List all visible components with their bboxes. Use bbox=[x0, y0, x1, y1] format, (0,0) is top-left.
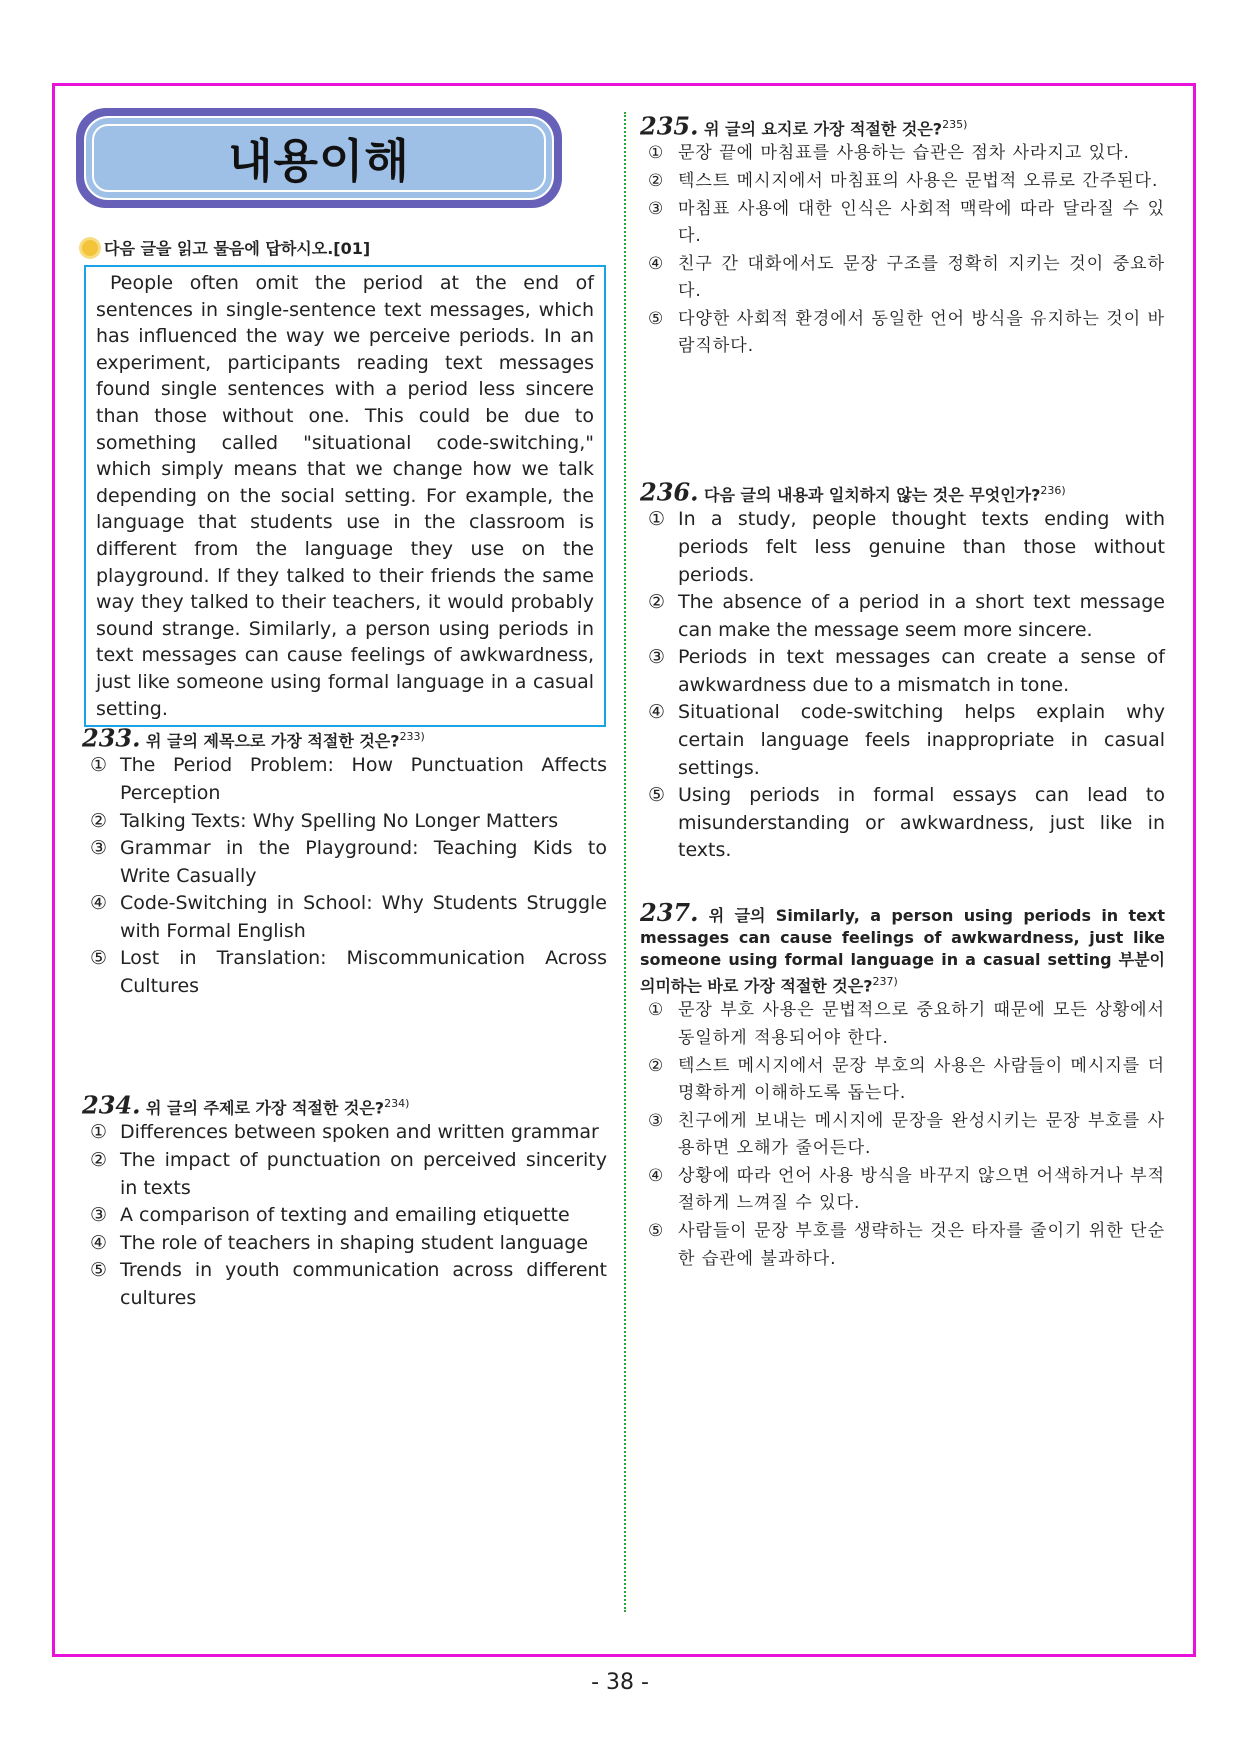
option-text: The impact of punctuation on perceived sincerity in texts bbox=[120, 1148, 607, 1199]
answer-option[interactable] bbox=[82, 1202, 607, 1230]
answer-option[interactable] bbox=[640, 140, 1165, 168]
option-text: 사람들이 문장 부호를 생략하는 것은 타자를 줄이기 위한 단순한 습관에 불과하다. bbox=[678, 1221, 1165, 1269]
option-number: ② bbox=[90, 1148, 108, 1171]
question-number: 235. bbox=[640, 111, 699, 141]
answer-option[interactable] bbox=[640, 997, 1165, 1052]
option-text: Code-Switching in School: Why Students Struggle with Formal English bbox=[120, 892, 607, 942]
page-number: - 38 - bbox=[591, 1670, 649, 1695]
question-ref: 235) bbox=[942, 118, 968, 131]
option-text: 다양한 사회적 환경에서 동일한 언어 방식을 유지하는 것이 바람직하다. bbox=[678, 308, 1165, 357]
reading-passage bbox=[84, 265, 606, 727]
section-title: 내용이해 bbox=[92, 124, 546, 192]
option-text: The Period Problem: How Punctuation Affects Perception bbox=[120, 754, 607, 804]
answer-option[interactable] bbox=[82, 945, 607, 1000]
option-number: ② bbox=[90, 809, 108, 832]
question-prompt: 위 글의 제목으로 가장 적절한 것은? bbox=[146, 731, 400, 751]
option-text: Lost in Translation: Miscommunication Across Cultures bbox=[120, 947, 607, 998]
option-number: ③ bbox=[90, 837, 108, 860]
option-text: The absence of a period in a short text message can make the message seem more sincere. bbox=[678, 591, 1165, 641]
option-number: ④ bbox=[90, 1231, 108, 1254]
answer-option[interactable] bbox=[640, 506, 1165, 589]
answer-option[interactable] bbox=[640, 168, 1165, 196]
option-text: 문장 끝에 마침표를 사용하는 습관은 점차 사라지고 있다. bbox=[678, 143, 1130, 164]
question-ref: 237) bbox=[872, 975, 898, 988]
option-number: ① bbox=[90, 754, 108, 777]
answer-option[interactable] bbox=[640, 644, 1165, 699]
question-header bbox=[640, 898, 1165, 997]
question-234 bbox=[82, 1090, 607, 1312]
answer-option[interactable] bbox=[82, 752, 607, 807]
question-prompt: 위 글의 Similarly, a person using periods in text messages can cause feelings of awkwardness, just like someone using formal language in a casual setting 부분이 의미하는 바로 가장 적절한 것은? bbox=[640, 906, 1165, 996]
question-header bbox=[82, 1090, 607, 1120]
answer-option[interactable] bbox=[640, 699, 1165, 782]
option-text: 문장 부호 사용은 문법적으로 중요하기 때문에 모든 상황에서 동일하게 적용되어야 한다. bbox=[678, 1000, 1165, 1048]
option-number: ② bbox=[648, 591, 666, 614]
question-header bbox=[640, 477, 1165, 507]
question-ref: 233) bbox=[399, 730, 425, 743]
option-number: ⑤ bbox=[648, 308, 665, 329]
option-number: ③ bbox=[648, 646, 666, 669]
option-text: 텍스트 메시지에서 마침표의 사용은 문법적 오류로 간주된다. bbox=[678, 170, 1159, 191]
option-text: Using periods in formal essays can lead to misunderstanding or awkwardness, just like in texts. bbox=[678, 784, 1165, 862]
option-number: ① bbox=[648, 143, 665, 164]
instruction-text: 다음 글을 읽고 물음에 답하시오.[01] bbox=[104, 239, 371, 258]
option-number: ② bbox=[648, 170, 665, 191]
question-header bbox=[82, 723, 607, 753]
answer-option[interactable] bbox=[82, 1147, 607, 1202]
question-prompt: 위 글의 주제로 가장 적절한 것은? bbox=[146, 1098, 385, 1118]
answer-option[interactable] bbox=[640, 589, 1165, 644]
option-number: ④ bbox=[90, 892, 108, 915]
question-236 bbox=[640, 477, 1165, 865]
option-number: ① bbox=[648, 508, 666, 531]
option-number: ① bbox=[648, 1000, 665, 1021]
option-number: ① bbox=[90, 1121, 108, 1144]
option-text: In a study, people thought texts ending with periods felt less genuine than those without periods. bbox=[678, 508, 1165, 586]
option-number: ④ bbox=[648, 253, 665, 274]
question-233 bbox=[82, 723, 607, 1001]
answer-option[interactable] bbox=[640, 1053, 1165, 1108]
column-divider bbox=[624, 112, 626, 1612]
answer-option[interactable] bbox=[640, 1218, 1165, 1273]
option-text: A comparison of texting and emailing etiquette bbox=[120, 1204, 570, 1227]
answer-option[interactable] bbox=[640, 251, 1165, 306]
passage-text: People often omit the period at the end of sentences in single-sentence text messages, which has influenced the way we perceive periods. In an experiment, participants reading text messages found single sentences with a period less sincere than those without one. This could be due to something called "situational code-switching," which simply means that we change how we talk depending on the social setting. For example, the language that students use in the classroom is different from the language they use on the playground. If they talked to their friends the same way they talked to their teachers, it would probably sound strange. Similarly, a person using periods in text messages can cause feelings of awkwardness, just like someone using formal language in a casual setting. bbox=[96, 272, 594, 720]
option-number: ⑤ bbox=[90, 947, 108, 970]
option-number: ⑤ bbox=[648, 1221, 665, 1242]
answer-option[interactable] bbox=[640, 196, 1165, 251]
question-number: 237. bbox=[640, 898, 699, 927]
option-text: 텍스트 메시지에서 문장 부호의 사용은 사람들이 메시지를 더 명확하게 이해하도록 돕는다. bbox=[678, 1055, 1165, 1104]
answer-option[interactable] bbox=[82, 890, 607, 945]
answer-option[interactable] bbox=[82, 1257, 607, 1312]
option-text: The role of teachers in shaping student language bbox=[120, 1231, 589, 1254]
question-237 bbox=[640, 898, 1165, 1273]
option-text: Talking Texts: Why Spelling No Longer Matters bbox=[120, 809, 559, 832]
answer-option[interactable] bbox=[82, 835, 607, 890]
option-number: ④ bbox=[648, 1165, 665, 1186]
answer-option[interactable] bbox=[82, 808, 607, 836]
option-text: Situational code-switching helps explain why certain language feels inappropriate in casual settings. bbox=[678, 701, 1165, 779]
instruction bbox=[82, 236, 370, 259]
option-text: 상황에 따라 언어 사용 방식을 바꾸지 않으면 어색하거나 부적절하게 느껴질 수 있다. bbox=[678, 1165, 1165, 1214]
answer-option[interactable] bbox=[640, 1163, 1165, 1218]
flower-icon bbox=[82, 240, 98, 256]
question-prompt: 다음 글의 내용과 일치하지 않는 것은 무엇인가? bbox=[704, 485, 1041, 505]
question-ref: 236) bbox=[1040, 484, 1066, 497]
option-number: ③ bbox=[90, 1204, 108, 1227]
option-text: Differences between spoken and written grammar bbox=[120, 1121, 599, 1144]
question-235 bbox=[640, 111, 1165, 361]
question-number: 236. bbox=[640, 477, 699, 507]
option-text: Periods in text messages can create a sense of awkwardness due to a mismatch in tone. bbox=[678, 646, 1165, 696]
option-number: ⑤ bbox=[648, 784, 666, 807]
answer-option[interactable] bbox=[82, 1230, 607, 1258]
option-number: ④ bbox=[648, 701, 666, 724]
answer-option[interactable] bbox=[82, 1119, 607, 1147]
answer-option[interactable] bbox=[640, 306, 1165, 361]
option-text: 친구 간 대화에서도 문장 구조를 정확히 지키는 것이 중요하다. bbox=[678, 253, 1165, 302]
question-prompt: 위 글의 요지로 가장 적절한 것은? bbox=[704, 119, 943, 139]
option-text: 마침표 사용에 대한 인식은 사회적 맥락에 따라 달라질 수 있다. bbox=[678, 198, 1165, 247]
option-text: Trends in youth communication across different cultures bbox=[120, 1259, 607, 1309]
option-number: ⑤ bbox=[90, 1259, 108, 1282]
option-number: ③ bbox=[648, 198, 665, 219]
answer-option[interactable] bbox=[640, 782, 1165, 865]
section-title-box bbox=[76, 108, 562, 208]
option-number: ③ bbox=[648, 1110, 665, 1131]
question-ref: 234) bbox=[384, 1097, 410, 1110]
option-text: 친구에게 보내는 메시지에 문장을 완성시키는 문장 부호를 사용하면 오해가 줄어든다. bbox=[678, 1110, 1165, 1159]
answer-option[interactable] bbox=[640, 1108, 1165, 1163]
question-header bbox=[640, 111, 1165, 141]
question-number: 234. bbox=[82, 1090, 141, 1120]
option-text: Grammar in the Playground: Teaching Kids to Write Casually bbox=[120, 837, 607, 887]
question-number: 233. bbox=[82, 723, 141, 753]
option-number: ② bbox=[648, 1055, 665, 1076]
